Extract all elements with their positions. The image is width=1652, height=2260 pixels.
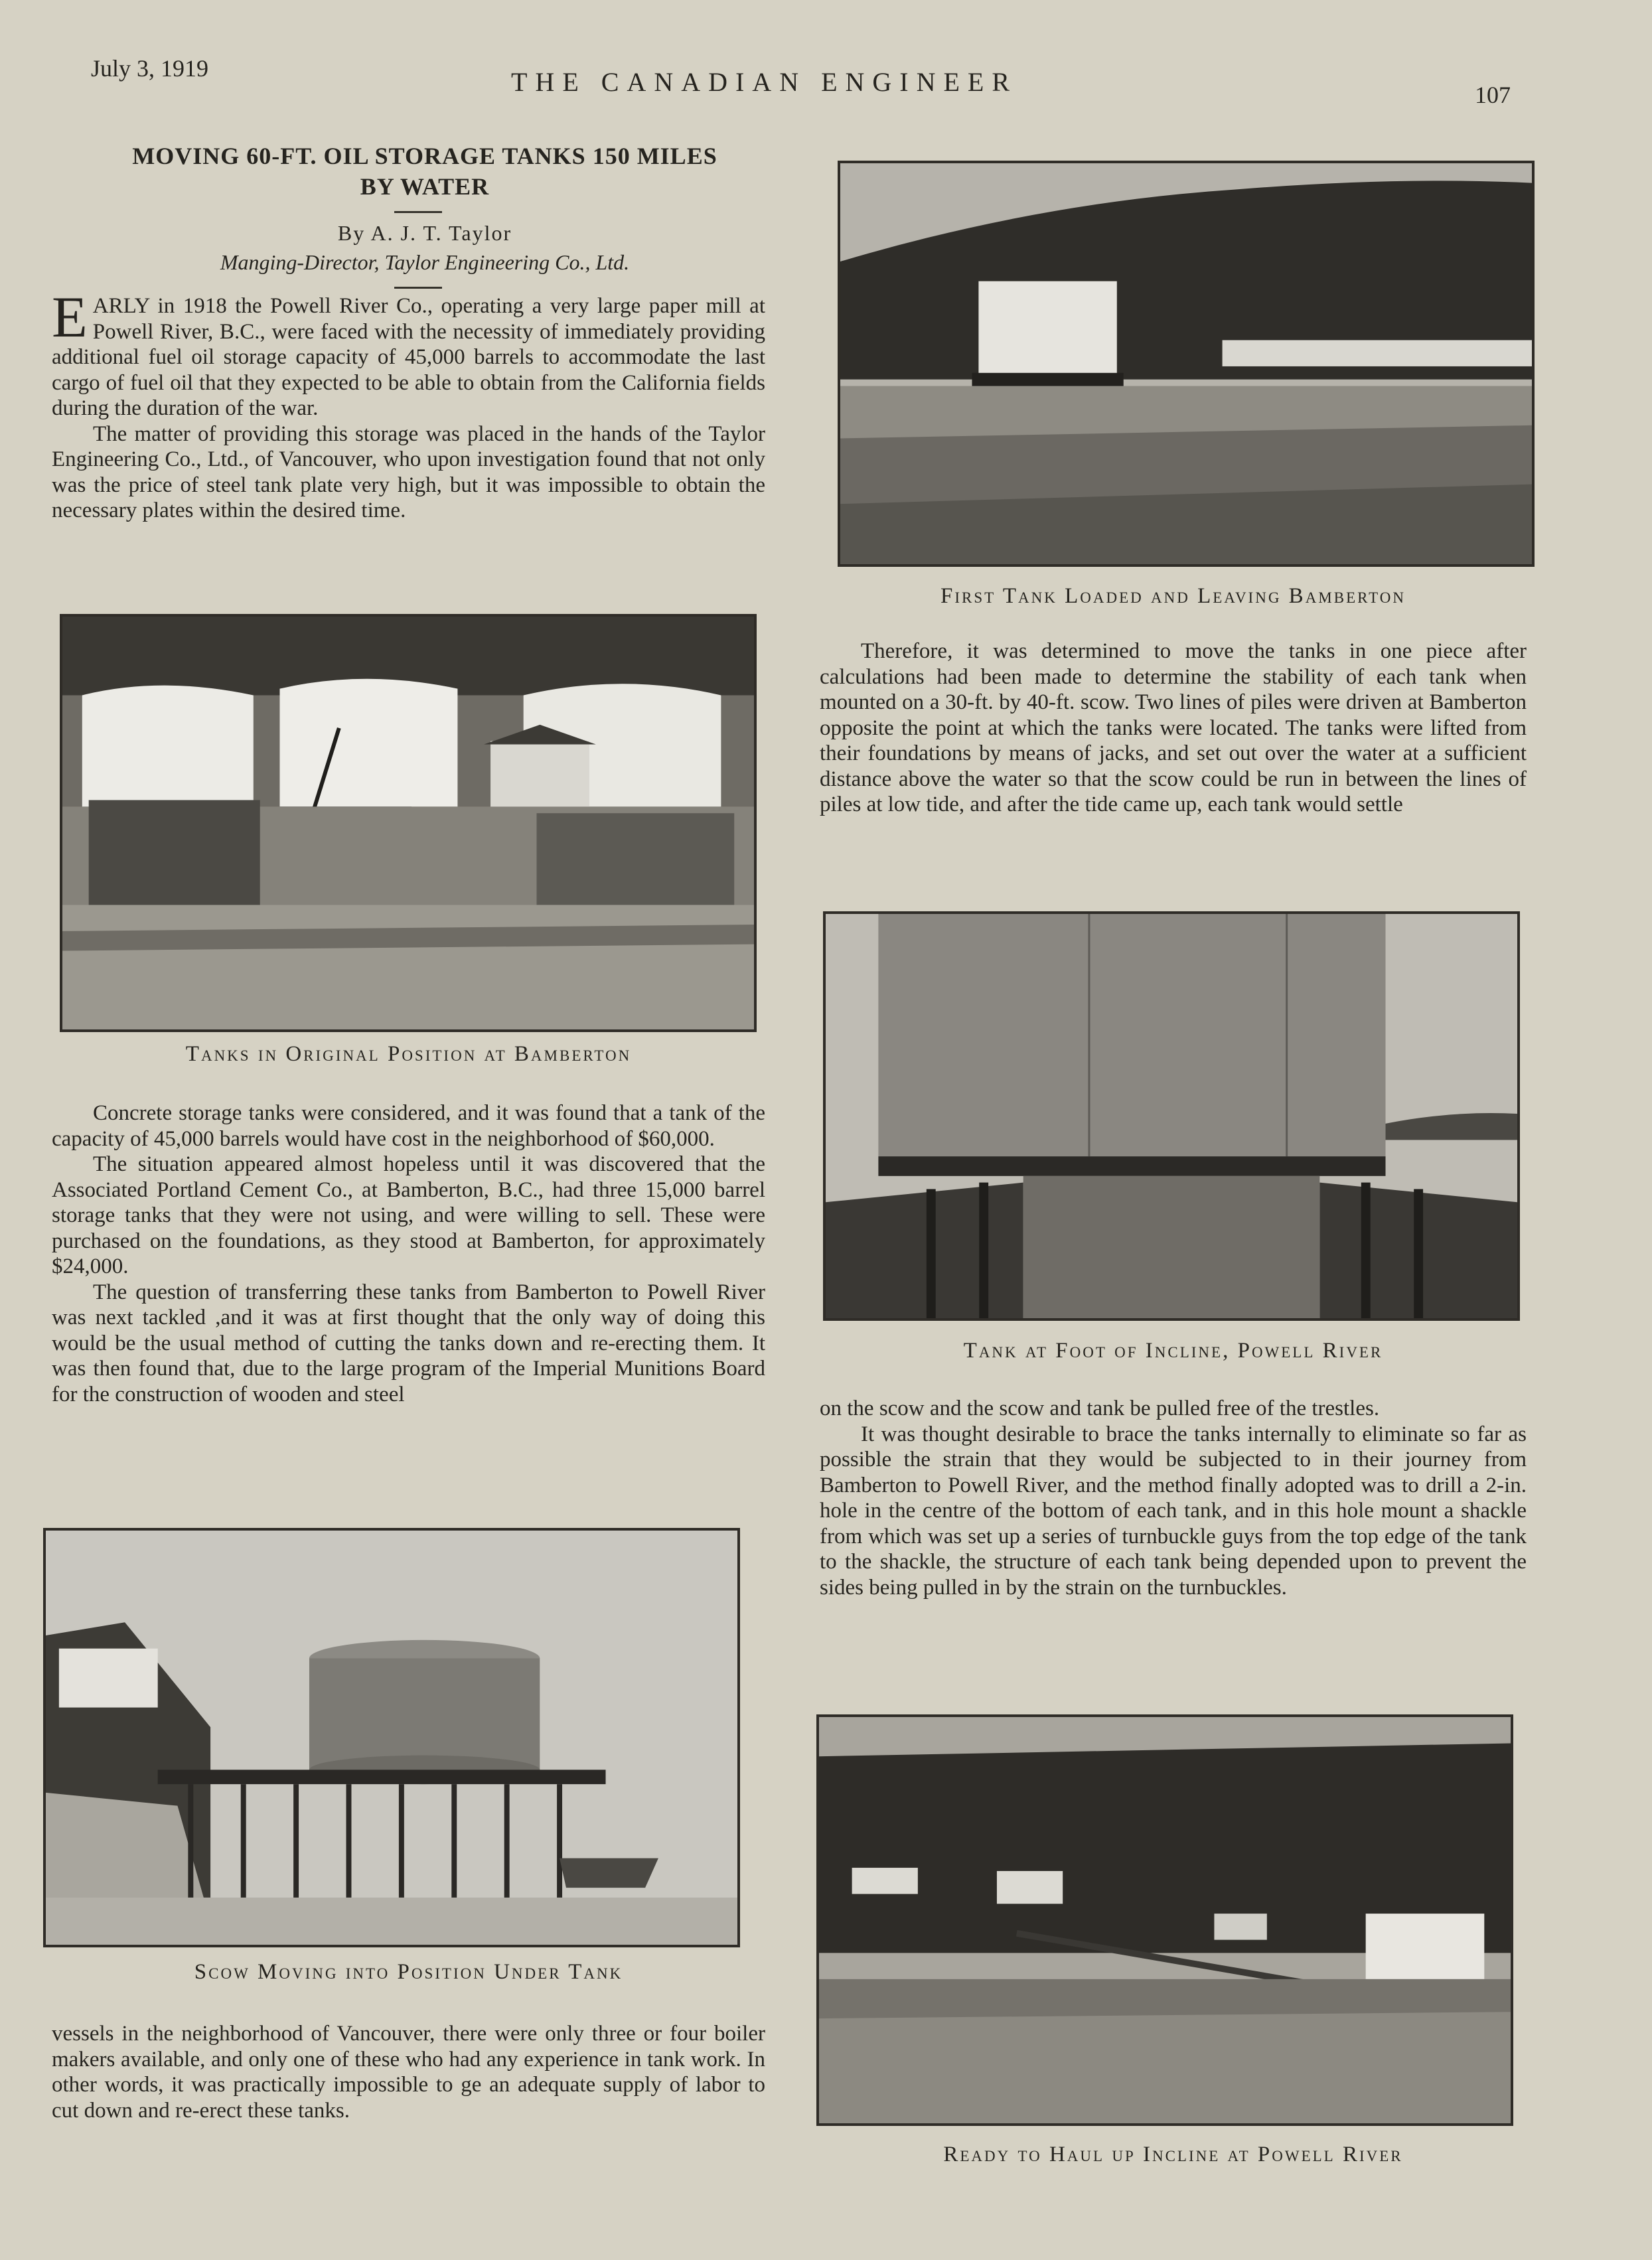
caption-tanks-original: Tanks in Original Position at Bamberton: [185, 1042, 632, 1066]
paragraph-7: Therefore, it was determined to move the tanks in one piece after calculations had been made to determine the stability of each tank when mounted on a 30-ft. by 40-ft. scow. Two lines of piles were driven at Bamberton opposite the point at which the tanks were located. The tanks were lifted from their foundations by means of jacks, and set out over the water at a sufficient distance above the water so that the scow could be run in between the lines of piles at low tide, and after the tide came up, each tank would settle: [820, 639, 1527, 816]
issue-date: July 3, 1919: [91, 55, 209, 82]
paragraph-3: Concrete storage tanks were considered, and it was found that a tank of the capacity of 45,000 barrels would have cost in the neighborhood of $60,000.: [52, 1101, 765, 1151]
photo-tank-foot: [823, 911, 1520, 1321]
article-title-line-2: BY WATER: [360, 173, 490, 200]
paragraph-1: EARLY in 1918 the Powell River Co., operating a very large paper mill at Powell River, B.C., were faced with the necessity of immediately providing additional fuel oil storage capacity of 45,000 barrels to accommodate the last cargo of fuel oil that they expected to be able to obtain from the California fields during the duration of the war.: [52, 285, 765, 420]
paragraph-2: The matter of providing this storage was placed in the hands of the Taylor Engineering Co., Ltd., of Vancouver, who upon investigation found that not only was the price of steel tank plate very high, but it was impossible to obtain the necessary plates within the desired time.: [52, 421, 765, 522]
byline-rule: [394, 287, 442, 289]
right-paragraph-top: [820, 639, 1527, 818]
caption-tank-foot: Tank at Foot of Incline, Powell River: [963, 1339, 1383, 1363]
article-title-line-1: MOVING 60-FT. OIL STORAGE TANKS 150 MILES: [132, 143, 717, 169]
middle-paragraphs: [52, 1100, 765, 1407]
paragraph-8: on the scow and the scow and tank be pulled free of the trestles.: [820, 1396, 1380, 1420]
photo-tanks-original: [60, 614, 757, 1032]
page-number: 107: [1475, 82, 1511, 108]
closing-left-paragraph: [52, 2021, 765, 2123]
journal-name: THE CANADIAN ENGINEER: [511, 67, 1018, 97]
photo-first-tank: [838, 161, 1535, 567]
article-title: [66, 141, 783, 202]
drop-cap: E: [52, 285, 88, 350]
paragraph-5: The question of transferring these tanks from Bamberton to Powell River was next tackled ,and it was at first thought that the only way of doing this would be the usual method of cutting the tanks down and re-erecting them. It was then found that, due to the large program of the Imperial Munitions Board for the construction of wooden and steel: [52, 1280, 765, 1406]
right-paragraphs-bottom: [820, 1396, 1527, 1600]
paragraph-9: It was thought desirable to brace the tanks internally to eliminate so far as possible the strain that they would be subjected to in their journey from Bamberton to Powell River, and the method finally adopted was to drill a 2-in. hole in the centre of the bottom of each tank, and in this hole mount a shackle from which was set up a series of turnbuckle guys from the top edge of the tank to the shackle, the structure of each tank being depended upon to prevent the sides being pulled in by the strain on the turnbuckles.: [820, 1422, 1527, 1600]
intro-paragraphs: [52, 285, 765, 524]
caption-ready-haul: Ready to Haul up Incline at Powell River: [943, 2143, 1403, 2166]
paragraph-4: The situation appeared almost hopeless until it was discovered that the Associated Portland Cement Co., at Bamberton, B.C., had three 15,000 barrel storage tanks that they were not using, and were willing to sell. These were purchased on the foundations, as they stood at Bamberton, for approximately $24,000.: [52, 1152, 765, 1278]
author-role: Manging-Director, Taylor Engineering Co., Ltd.: [220, 250, 630, 274]
paragraph-6: vessels in the neighborhood of Vancouver, there were only three or four boiler makers available, and only one of these who had any experience in tank work. In other words, it was practically impossible to ge an adequate supply of labor to cut down and re-erect these tanks.: [52, 2022, 765, 2123]
caption-scow-moving: Scow Moving into Position Under Tank: [194, 1960, 623, 1984]
photo-scow-moving: [43, 1528, 740, 1947]
article-byline: By A. J. T. Taylor: [337, 221, 512, 245]
photo-ready-haul: [816, 1714, 1513, 2126]
title-rule: [394, 211, 442, 213]
caption-first-tank: First Tank Loaded and Leaving Bamberton: [940, 584, 1406, 608]
